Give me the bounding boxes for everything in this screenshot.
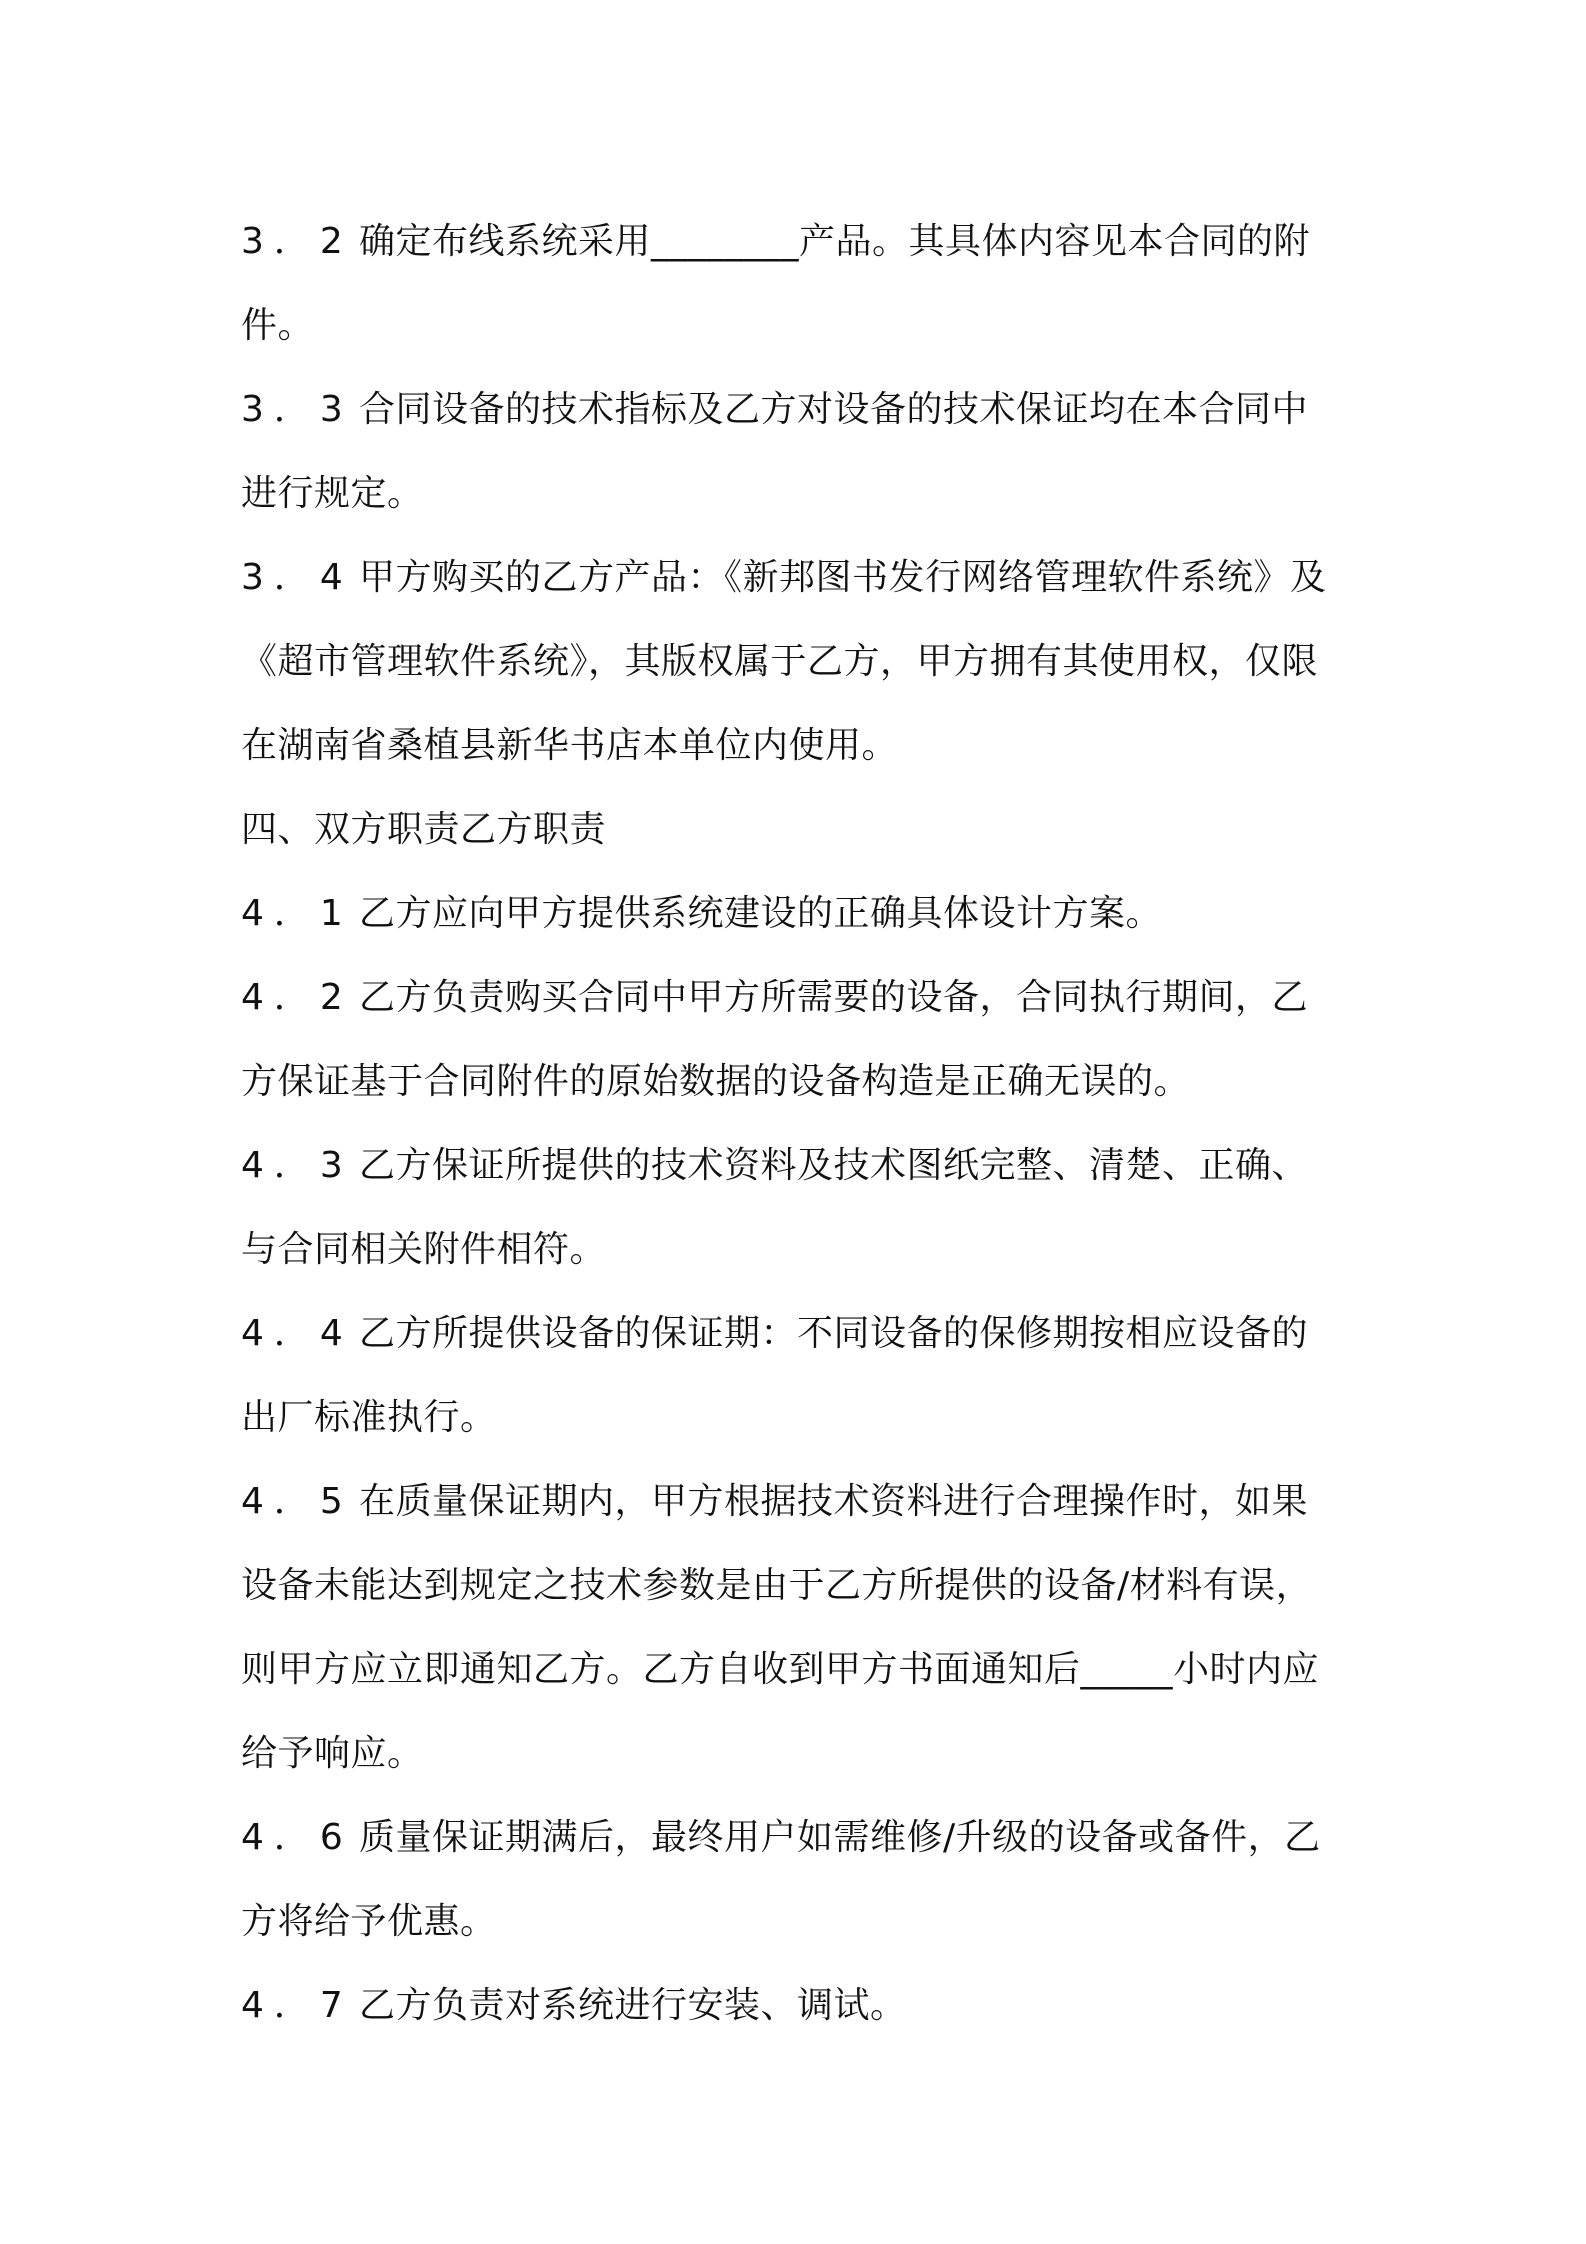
clause-3-4-line-3: 在湖南省桑植县新华书店本单位内使用。 (241, 725, 899, 766)
clause-number: 4．7 (241, 1985, 353, 2026)
clause-4-2-line-1 (241, 956, 1361, 1040)
clause-text: 确定布线系统采用________产品。其具体内容见本合同的附 (359, 221, 1311, 262)
clause-text: 乙方保证所提供的技术资料及技术图纸完整、清楚、正确、 (359, 1145, 1309, 1186)
document-body (241, 200, 1361, 2048)
clause-text: 质量保证期满后，最终用户如需维修/升级的设备或备件，乙 (359, 1817, 1321, 1858)
clause-number: 4．5 (241, 1481, 353, 1522)
clause-4-2-line-2: 方保证基于合同附件的原始数据的设备构造是正确无误的。 (241, 1061, 1191, 1102)
clause-text: 乙方应向甲方提供系统建设的正确具体设计方案。 (359, 893, 1163, 934)
clause-4-3-line-2: 与合同相关附件相符。 (241, 1229, 607, 1270)
clause-number: 3．3 (241, 389, 353, 430)
clause-4-5-line-4: 给予响应。 (241, 1733, 424, 1774)
clause-3-4-line-2: 《超市管理软件系统》，其版权属于乙方，甲方拥有其使用权，仅限 (241, 641, 1319, 682)
clause-4-5-line-3: 则甲方应立即通知乙方。乙方自收到甲方书面通知后_____小时内应 (241, 1649, 1320, 1690)
clause-number: 3．4 (241, 557, 353, 598)
clause-3-2-line-1 (241, 200, 1361, 284)
clause-text: 乙方负责购买合同中甲方所需要的设备，合同执行期间，乙 (359, 977, 1309, 1018)
clause-text: 甲方购买的乙方产品：《新邦图书发行网络管理软件系统》及 (359, 557, 1327, 598)
clause-4-7-line-1 (241, 1964, 1361, 2048)
section-heading-duties: 四、双方职责乙方职责 (241, 809, 607, 850)
clause-4-1-line-1 (241, 872, 1361, 956)
clause-3-4-line-1 (241, 536, 1361, 620)
clause-text: 在质量保证期内，甲方根据技术资料进行合理操作时，如果 (359, 1481, 1309, 1522)
clause-4-4-line-2: 出厂标准执行。 (241, 1397, 497, 1438)
clause-4-5-line-2: 设备未能达到规定之技术参数是由于乙方所提供的设备/材料有误， (241, 1565, 1313, 1606)
clause-number: 3．2 (241, 221, 353, 262)
clause-3-3-line-2: 进行规定。 (241, 473, 424, 514)
clause-4-4-line-1 (241, 1292, 1361, 1376)
clause-3-2-line-2: 件。 (241, 305, 315, 346)
clause-text: 乙方负责对系统进行安装、调试。 (359, 1985, 907, 2026)
clause-text: 乙方所提供设备的保证期：不同设备的保修期按相应设备的 (359, 1313, 1309, 1354)
clause-3-3-line-1 (241, 368, 1361, 452)
clause-4-6-line-1 (241, 1796, 1361, 1880)
clause-text: 合同设备的技术指标及乙方对设备的技术保证均在本合同中 (359, 389, 1309, 430)
clause-number: 4．3 (241, 1145, 353, 1186)
clause-number: 4．1 (241, 893, 353, 934)
clause-4-5-line-1 (241, 1460, 1361, 1544)
clause-4-3-line-1 (241, 1124, 1361, 1208)
clause-number: 4．6 (241, 1817, 353, 1858)
clause-number: 4．4 (241, 1313, 353, 1354)
clause-4-6-line-2: 方将给予优惠。 (241, 1901, 497, 1942)
clause-number: 4．2 (241, 977, 353, 1018)
